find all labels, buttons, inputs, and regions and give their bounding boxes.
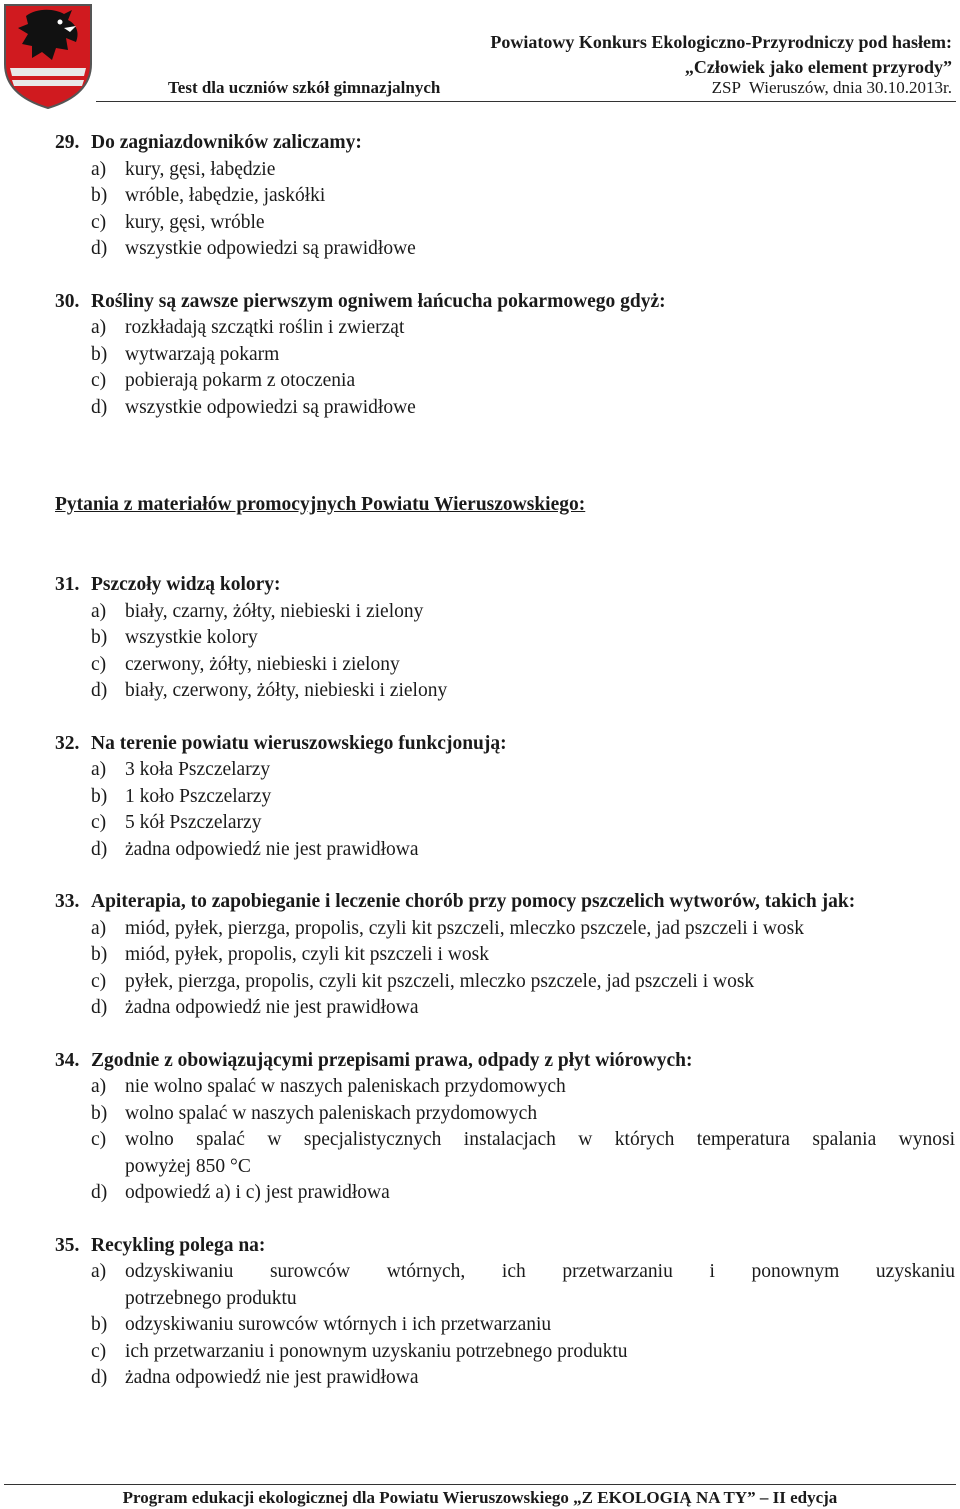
header-place-date xyxy=(712,78,952,98)
option-letter: c) xyxy=(91,653,107,675)
option-text: wróble, łabędzie, jaskółki xyxy=(125,185,326,206)
option-text: 3 koła Pszczelarzy xyxy=(125,759,271,780)
answer-option xyxy=(55,810,955,837)
answer-option xyxy=(55,599,955,626)
header-title-line1: Powiatowy Konkurs Ekologiczno-Przyrodniczy pod hasłem: xyxy=(490,32,952,52)
question-number: 34. xyxy=(55,1049,80,1071)
answer-option xyxy=(55,969,955,996)
option-text: pobierają pokarm z otoczenia xyxy=(125,370,356,391)
header-divider xyxy=(96,101,956,102)
option-text: kury, gęsi, wróble xyxy=(125,211,265,233)
option-letter: d) xyxy=(91,238,108,259)
option-letter: c) xyxy=(91,211,107,233)
option-letter: b) xyxy=(91,785,108,807)
option-letter: c) xyxy=(91,1340,107,1362)
coat-of-arms-icon xyxy=(2,2,94,110)
option-text: miód, pyłek, pierzga, propolis, czyli kit pszczeli, mleczko pszczele, jad pszczeli i wosk xyxy=(125,917,805,939)
option-letter: b) xyxy=(91,1102,108,1124)
question-text: Na terenie powiatu wieruszowskiego funkcjonują: xyxy=(91,732,507,754)
option-text: pyłek, pierzga, propolis, czyli kit pszczeli, mleczko pszczele, jad pszczeli i wosk xyxy=(125,970,755,992)
option-letter: a) xyxy=(91,1076,107,1097)
option-text: odpowiedź a) i c) jest prawidłowa xyxy=(125,1182,390,1203)
answer-option xyxy=(55,368,955,395)
test-content xyxy=(55,130,955,1392)
answer-option xyxy=(55,652,955,679)
option-letter: a) xyxy=(91,317,107,338)
answer-option xyxy=(55,625,955,652)
answer-option xyxy=(55,315,955,342)
answer-option xyxy=(55,1074,955,1101)
question-text: Pszczoły widzą kolory: xyxy=(91,574,281,595)
answer-option xyxy=(55,395,955,422)
option-letter: a) xyxy=(91,158,107,180)
option-text: miód, pyłek, propolis, czyli kit pszczeli i wosk xyxy=(125,944,489,965)
section-title: Pytania z materiałów promocyjnych Powiatu Wieruszowskiego: xyxy=(55,494,586,515)
option-letter: d) xyxy=(91,396,108,418)
option-text: kury, gęsi, łabędzie xyxy=(125,158,276,180)
page-footer: Program edukacji ekologicznej dla Powiatu Wieruszowskiego „Z EKOLOGIĄ NA TY” – II edycja xyxy=(122,1488,838,1507)
option-text: biały, czerwony, żółty, niebieski i zielony xyxy=(125,680,448,701)
question-29 xyxy=(55,130,955,263)
question-32 xyxy=(55,731,955,864)
answer-option xyxy=(55,995,955,1022)
option-text: nie wolno spalać w naszych paleniskach przydomowych xyxy=(125,1076,566,1097)
option-text: żadna odpowiedź nie jest prawidłowa xyxy=(125,997,419,1018)
question-34 xyxy=(55,1048,955,1207)
header-org: ZSP xyxy=(711,78,741,97)
option-text: żadna odpowiedź nie jest prawidłowa xyxy=(125,1367,419,1388)
option-letter: d) xyxy=(91,997,108,1018)
option-text: wolno spalać w specjalistycznych instalacjach w których temperatura spalania wynosi xyxy=(125,1129,955,1150)
option-text: czerwony, żółty, niebieski i zielony xyxy=(125,653,400,675)
option-letter: b) xyxy=(91,944,108,965)
option-letter: c) xyxy=(91,970,107,992)
answer-option xyxy=(55,942,955,969)
answer-option xyxy=(55,342,955,369)
footer-divider xyxy=(4,1484,956,1485)
answer-option xyxy=(55,1259,955,1312)
option-text: 5 kół Pszczelarzy xyxy=(125,812,262,833)
option-letter: d) xyxy=(91,1182,108,1203)
option-letter: b) xyxy=(91,1314,108,1335)
option-letter: c) xyxy=(91,1129,107,1150)
answer-option xyxy=(55,1312,955,1339)
question-number: 32. xyxy=(55,732,80,754)
option-text: wszystkie kolory xyxy=(125,627,258,648)
answer-option xyxy=(55,1127,955,1180)
option-letter: a) xyxy=(91,759,107,780)
option-text: 1 koło Pszczelarzy xyxy=(125,785,272,807)
question-number: 33. xyxy=(55,891,80,912)
header-date: Wieruszów, dnia 30.10.2013r. xyxy=(748,78,952,97)
question-31 xyxy=(55,572,955,705)
answer-option xyxy=(55,1180,955,1207)
option-text: wolno spalać w naszych paleniskach przydomowych xyxy=(125,1102,538,1124)
option-text: rozkładają szczątki roślin i zwierząt xyxy=(125,317,405,338)
question-number: 30. xyxy=(55,290,80,312)
question-text: Apiterapia, to zapobieganie i leczenie chorób przy pomocy pszczelich wytworów, takich jak: xyxy=(91,891,856,912)
answer-option xyxy=(55,784,955,811)
answer-option xyxy=(55,1339,955,1366)
option-text-continued: powyżej 850 °C xyxy=(125,1155,251,1177)
answer-option xyxy=(55,1365,955,1392)
question-text: Zgodnie z obowiązującymi przepisami prawa, odpady z płyt wiórowych: xyxy=(91,1049,693,1071)
answer-option xyxy=(55,210,955,237)
header-test-label: Test dla uczniów szkół gimnazjalnych xyxy=(168,78,441,97)
option-text: wytwarzają pokarm xyxy=(125,343,280,365)
option-letter: b) xyxy=(91,185,108,206)
option-text: biały, czarny, żółty, niebieski i zielony xyxy=(125,600,424,622)
option-letter: b) xyxy=(91,343,108,365)
option-text: odzyskiwaniu surowców wtórnych i ich przetwarzaniu xyxy=(125,1314,552,1335)
option-letter: c) xyxy=(91,812,107,833)
option-text: żadna odpowiedź nie jest prawidłowa xyxy=(125,838,419,860)
answer-option xyxy=(55,183,955,210)
question-33 xyxy=(55,889,955,1022)
answer-option xyxy=(55,1101,955,1128)
question-text: Recykling polega na: xyxy=(91,1234,266,1256)
option-text: ich przetwarzaniu i ponownym uzyskaniu potrzebnego produktu xyxy=(125,1340,628,1362)
question-text: Do zagniazdowników zaliczamy: xyxy=(91,132,362,153)
option-letter: a) xyxy=(91,600,107,622)
option-letter: d) xyxy=(91,680,108,701)
option-letter: a) xyxy=(91,917,107,939)
option-text: wszystkie odpowiedzi są prawidłowe xyxy=(125,396,416,418)
question-number: 35. xyxy=(55,1234,80,1256)
option-letter: c) xyxy=(91,370,107,391)
answer-option xyxy=(55,157,955,184)
question-text: Rośliny są zawsze pierwszym ogniwem łańcucha pokarmowego gdyż: xyxy=(91,290,666,312)
option-text: wszystkie odpowiedzi są prawidłowe xyxy=(125,238,416,259)
question-number: 31. xyxy=(55,574,80,595)
option-letter: d) xyxy=(91,1367,108,1388)
option-text: odzyskiwaniu surowców wtórnych, ich przetwarzaniu i ponownym uzyskaniu xyxy=(125,1261,955,1282)
answer-option xyxy=(55,236,955,263)
question-number: 29. xyxy=(55,132,80,153)
answer-option xyxy=(55,837,955,864)
option-letter: b) xyxy=(91,627,108,648)
page-header-title xyxy=(392,30,952,80)
header-title-line2: „Człowiek jako element przyrody” xyxy=(684,57,952,77)
option-letter: a) xyxy=(91,1261,107,1282)
option-letter: d) xyxy=(91,838,108,860)
answer-option xyxy=(55,916,955,943)
question-30 xyxy=(55,289,955,422)
option-text-continued: potrzebnego produktu xyxy=(125,1287,297,1309)
question-35 xyxy=(55,1233,955,1392)
answer-option xyxy=(55,678,955,705)
answer-option xyxy=(55,757,955,784)
